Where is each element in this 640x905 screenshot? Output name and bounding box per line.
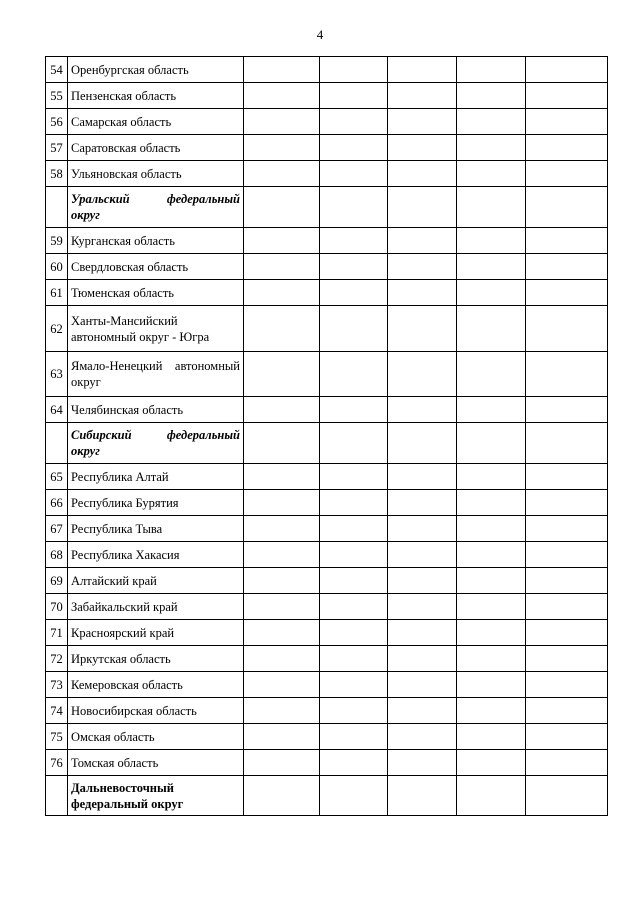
empty-cell	[457, 83, 526, 109]
empty-cell	[244, 161, 320, 187]
empty-cell	[457, 672, 526, 698]
region-name: Томская область	[68, 750, 244, 776]
region-name: Пензенская область	[68, 83, 244, 109]
table-row	[46, 306, 608, 352]
empty-cell	[457, 542, 526, 568]
page-number: 4	[316, 27, 324, 42]
empty-cell	[526, 516, 608, 542]
empty-cell	[388, 672, 457, 698]
empty-cell	[388, 724, 457, 750]
region-name: Свердловская область	[68, 254, 244, 280]
empty-cell	[526, 542, 608, 568]
table-row	[46, 672, 608, 698]
name-line-2: округ	[71, 375, 101, 389]
empty-cell	[526, 490, 608, 516]
region-name: Челябинская область	[68, 397, 244, 423]
row-number: 60	[46, 254, 68, 280]
empty-cell	[526, 776, 608, 816]
empty-cell	[457, 187, 526, 228]
region-name: Республика Тыва	[68, 516, 244, 542]
empty-cell	[320, 83, 388, 109]
empty-cell	[388, 776, 457, 816]
empty-cell	[457, 516, 526, 542]
empty-cell	[526, 397, 608, 423]
empty-cell	[388, 698, 457, 724]
name-line-1: Ямало-Ненецкий автономный	[71, 359, 240, 373]
empty-cell	[244, 306, 320, 352]
empty-cell	[526, 161, 608, 187]
table-row	[46, 397, 608, 423]
empty-cell	[244, 228, 320, 254]
row-number	[46, 187, 68, 228]
name-line-2: федеральный округ	[71, 796, 184, 811]
region-name: Забайкальский край	[68, 594, 244, 620]
empty-cell	[388, 490, 457, 516]
empty-cell	[320, 672, 388, 698]
row-number: 64	[46, 397, 68, 423]
empty-cell	[457, 280, 526, 306]
table-row	[46, 620, 608, 646]
empty-cell	[388, 646, 457, 672]
table-row	[46, 352, 608, 397]
table-row	[46, 594, 608, 620]
table-body	[46, 57, 608, 816]
empty-cell	[526, 228, 608, 254]
empty-cell	[320, 698, 388, 724]
empty-cell	[457, 620, 526, 646]
empty-cell	[526, 568, 608, 594]
empty-cell	[244, 672, 320, 698]
region-name: Курганская область	[68, 228, 244, 254]
row-number	[46, 423, 68, 464]
empty-cell	[388, 57, 457, 83]
empty-cell	[320, 228, 388, 254]
empty-cell	[244, 57, 320, 83]
empty-cell	[526, 135, 608, 161]
table-row	[46, 228, 608, 254]
empty-cell	[320, 187, 388, 228]
region-name: Иркутская область	[68, 646, 244, 672]
empty-cell	[320, 254, 388, 280]
empty-cell	[244, 83, 320, 109]
empty-cell	[320, 646, 388, 672]
region-name: Омская область	[68, 724, 244, 750]
empty-cell	[320, 423, 388, 464]
empty-cell	[244, 135, 320, 161]
section-row	[46, 423, 608, 464]
empty-cell	[244, 776, 320, 816]
name-line-2: округ	[71, 208, 100, 222]
empty-cell	[388, 135, 457, 161]
region-name: Алтайский край	[68, 568, 244, 594]
empty-cell	[457, 254, 526, 280]
row-number: 68	[46, 542, 68, 568]
table-row	[46, 83, 608, 109]
row-number: 69	[46, 568, 68, 594]
table-row	[46, 698, 608, 724]
empty-cell	[526, 187, 608, 228]
row-number: 70	[46, 594, 68, 620]
empty-cell	[244, 490, 320, 516]
empty-cell	[388, 594, 457, 620]
region-name: Республика Бурятия	[68, 490, 244, 516]
row-number: 62	[46, 306, 68, 352]
empty-cell	[457, 352, 526, 397]
section-row	[46, 187, 608, 228]
empty-cell	[457, 776, 526, 816]
row-number: 55	[46, 83, 68, 109]
row-number: 65	[46, 464, 68, 490]
region-name: Оренбургская область	[68, 57, 244, 83]
empty-cell	[457, 109, 526, 135]
name-line-1: Сибирский федеральный	[71, 428, 240, 442]
table-row	[46, 516, 608, 542]
empty-cell	[320, 352, 388, 397]
empty-cell	[388, 464, 457, 490]
empty-cell	[526, 646, 608, 672]
empty-cell	[244, 423, 320, 464]
empty-cell	[526, 724, 608, 750]
empty-cell	[244, 698, 320, 724]
empty-cell	[526, 352, 608, 397]
empty-cell	[388, 352, 457, 397]
region-name: Самарская область	[68, 109, 244, 135]
empty-cell	[244, 187, 320, 228]
empty-cell	[526, 464, 608, 490]
empty-cell	[388, 280, 457, 306]
empty-cell	[244, 280, 320, 306]
empty-cell	[320, 490, 388, 516]
empty-cell	[388, 187, 457, 228]
empty-cell	[457, 698, 526, 724]
empty-cell	[388, 161, 457, 187]
empty-cell	[457, 397, 526, 423]
empty-cell	[320, 161, 388, 187]
empty-cell	[244, 750, 320, 776]
empty-cell	[457, 306, 526, 352]
empty-cell	[388, 750, 457, 776]
region-name	[68, 352, 244, 397]
region-name: Республика Хакасия	[68, 542, 244, 568]
table-row	[46, 280, 608, 306]
empty-cell	[244, 352, 320, 397]
region-name: Тюменская область	[68, 280, 244, 306]
empty-cell	[320, 724, 388, 750]
empty-cell	[526, 57, 608, 83]
table-row	[46, 254, 608, 280]
empty-cell	[457, 490, 526, 516]
empty-cell	[388, 109, 457, 135]
empty-cell	[526, 672, 608, 698]
table-row	[46, 57, 608, 83]
region-name: Республика Алтай	[68, 464, 244, 490]
table-row	[46, 490, 608, 516]
empty-cell	[457, 594, 526, 620]
empty-cell	[320, 464, 388, 490]
district-name	[68, 187, 244, 228]
empty-cell	[244, 542, 320, 568]
row-number: 57	[46, 135, 68, 161]
table-row	[46, 568, 608, 594]
empty-cell	[320, 750, 388, 776]
empty-cell	[244, 646, 320, 672]
empty-cell	[320, 516, 388, 542]
name-line-2: автономный округ - Югра	[71, 329, 210, 344]
name-line-1: Ханты-Мансийский	[71, 313, 178, 328]
empty-cell	[526, 620, 608, 646]
row-number	[46, 776, 68, 816]
empty-cell	[244, 464, 320, 490]
region-name: Красноярский край	[68, 620, 244, 646]
empty-cell	[388, 542, 457, 568]
empty-cell	[526, 423, 608, 464]
empty-cell	[320, 542, 388, 568]
region-name: Новосибирская область	[68, 698, 244, 724]
empty-cell	[320, 306, 388, 352]
row-number: 59	[46, 228, 68, 254]
regions-table	[45, 56, 608, 816]
district-name	[68, 423, 244, 464]
empty-cell	[388, 306, 457, 352]
table-row	[46, 724, 608, 750]
row-number: 66	[46, 490, 68, 516]
empty-cell	[457, 228, 526, 254]
row-number: 73	[46, 672, 68, 698]
empty-cell	[244, 516, 320, 542]
empty-cell	[526, 280, 608, 306]
empty-cell	[457, 135, 526, 161]
row-number: 76	[46, 750, 68, 776]
table-row	[46, 161, 608, 187]
section-row	[46, 776, 608, 816]
table-row	[46, 646, 608, 672]
empty-cell	[526, 750, 608, 776]
empty-cell	[457, 57, 526, 83]
empty-cell	[320, 397, 388, 423]
region-name: Ульяновская область	[68, 161, 244, 187]
name-line-1: Уральский федеральный	[71, 192, 240, 206]
empty-cell	[457, 464, 526, 490]
row-number: 72	[46, 646, 68, 672]
row-number: 56	[46, 109, 68, 135]
empty-cell	[526, 306, 608, 352]
empty-cell	[388, 568, 457, 594]
empty-cell	[457, 161, 526, 187]
empty-cell	[320, 57, 388, 83]
row-number: 67	[46, 516, 68, 542]
row-number: 74	[46, 698, 68, 724]
empty-cell	[388, 254, 457, 280]
empty-cell	[388, 423, 457, 464]
empty-cell	[244, 254, 320, 280]
name-line-1: Дальневосточный	[71, 780, 174, 795]
empty-cell	[244, 397, 320, 423]
empty-cell	[457, 568, 526, 594]
empty-cell	[244, 724, 320, 750]
table-row	[46, 135, 608, 161]
empty-cell	[244, 109, 320, 135]
district-name	[68, 776, 244, 816]
empty-cell	[320, 280, 388, 306]
empty-cell	[320, 776, 388, 816]
empty-cell	[320, 620, 388, 646]
empty-cell	[320, 135, 388, 161]
table-row	[46, 750, 608, 776]
empty-cell	[457, 750, 526, 776]
name-line-2: округ	[71, 444, 100, 458]
row-number: 54	[46, 57, 68, 83]
empty-cell	[388, 83, 457, 109]
empty-cell	[320, 594, 388, 620]
empty-cell	[320, 568, 388, 594]
row-number: 58	[46, 161, 68, 187]
empty-cell	[388, 397, 457, 423]
empty-cell	[457, 724, 526, 750]
empty-cell	[244, 568, 320, 594]
empty-cell	[526, 109, 608, 135]
table-row	[46, 542, 608, 568]
empty-cell	[388, 228, 457, 254]
empty-cell	[320, 109, 388, 135]
empty-cell	[526, 83, 608, 109]
empty-cell	[388, 620, 457, 646]
empty-cell	[457, 646, 526, 672]
empty-cell	[244, 620, 320, 646]
region-name: Кемеровская область	[68, 672, 244, 698]
empty-cell	[244, 594, 320, 620]
row-number: 61	[46, 280, 68, 306]
empty-cell	[526, 254, 608, 280]
region-name	[68, 306, 244, 352]
region-name: Саратовская область	[68, 135, 244, 161]
empty-cell	[526, 698, 608, 724]
empty-cell	[388, 516, 457, 542]
empty-cell	[526, 594, 608, 620]
table-row	[46, 464, 608, 490]
row-number: 75	[46, 724, 68, 750]
empty-cell	[457, 423, 526, 464]
table-row	[46, 109, 608, 135]
row-number: 71	[46, 620, 68, 646]
row-number: 63	[46, 352, 68, 397]
